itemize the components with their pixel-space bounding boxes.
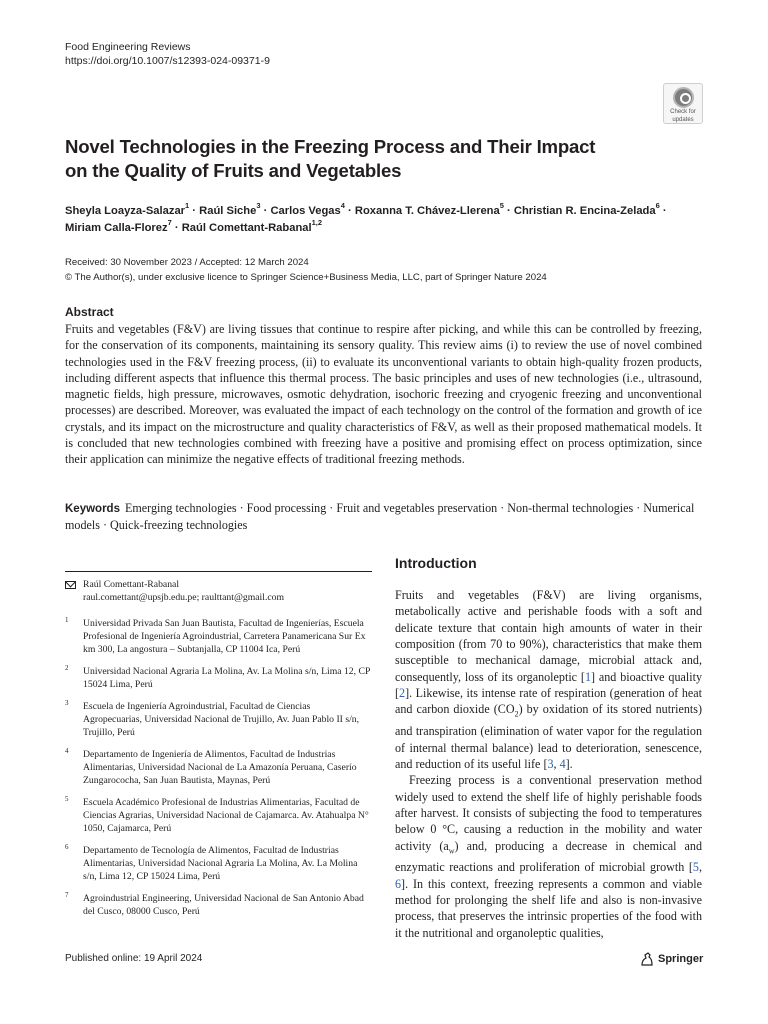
- journal-header: [65, 40, 270, 68]
- check-for-updates-badge[interactable]: [663, 83, 703, 124]
- affiliation: 5 Escuela Académico Profesional de Industrias Alimentarias, Facultad de Ciencias Agrarias, Universidad Nacional de Cajamarca. Av. Atahualpa N° 1050, Cajamarca, Perú: [65, 795, 369, 834]
- received-accepted-dates: Received: 30 November 2023 / Accepted: 12 March 2024: [65, 257, 309, 268]
- envelope-icon: [65, 581, 76, 589]
- abstract-heading: Abstract: [65, 305, 114, 319]
- author[interactable]: Carlos Vegas$^4$: [270, 201, 345, 217]
- author[interactable]: Roxanna T. Chávez-Llerena$^5$: [354, 201, 504, 217]
- badge-label-1: Check for: [670, 109, 696, 115]
- publisher-name: Springer: [658, 953, 704, 965]
- author[interactable]: Raúl Siche$^3$: [199, 201, 261, 217]
- citation-link[interactable]: 6: [395, 876, 402, 891]
- corresponding-author-email[interactable]: raul.comettant@upsjb.edu.pe; raulttant@gmail.com: [83, 592, 285, 603]
- author[interactable]: Christian R. Encina-Zelada$^6$: [513, 201, 660, 217]
- corresponding-author-name: Raúl Comettant-Rabanal: [83, 579, 180, 590]
- article-history: [65, 255, 705, 285]
- check-for-updates-icon: [673, 87, 694, 108]
- citation-link[interactable]: 2: [399, 686, 406, 701]
- paragraph: Fruits and vegetables (F&V) are living organisms, metabolically active and perishable foods with a soft and delicate texture that contain high amounts of water in their composition (from 70 to 90%), characteristics that make them susceptible to mechanical damage, microbial attack and, consequently, loss of its organoleptic [1] and bioactive quality [2]. Likewise, its intense rate of respiration (generation of heat and carbon dioxide $(CO_2)$ by oxidation of its stored nutrients) and transpiration (elimination of water vapor for the regulation of internal thermal balance) lead to deterioration, senescence, and reduction of its useful life [3, 4].: [395, 588, 702, 771]
- title-line-2: on the Quality of Fruits and Vegetables: [65, 160, 402, 181]
- author[interactable]: Raúl Comettant-Rabanal$^{1,2}$: [181, 218, 323, 234]
- affiliation: 6 Departamento de Tecnología de Alimentos, Facultad de Industrias Alimentarias, Universidad Nacional Agraria La Molina, Av. La Molina s/n, Lima 12, CP 15024 Lima, Perú: [65, 843, 358, 882]
- doi-link[interactable]: https://doi.org/10.1007/s12393-024-09371-9: [65, 55, 270, 67]
- keywords-heading: Keywords: [65, 503, 120, 515]
- abstract-text: Fruits and vegetables (F&V) are living tissues that continue to respire after picking, and while this can be controlled by freezing, for the conservation of its components, maintaining its sensory quality. This review aims (i) to review the use of novel combined technologies used in the F&V freezing process, (ii) to evaluate its unconventional variants to obtain high-quality frozen products, including different aspects that influence this thermal process. The basic principles and uses of new technologies (i.e., ultrasound, magnetic fields, high pressure, microwaves, osmotic dehydration, isochoric freezing and cryogenic freezing and unconventional processes) are described. Moreover, was evaluated the impact of each technology on the control of the formation and growth of ice crystals, and its impact on the microstructure and quality characteristics of F&V, as well as their proposed mathematical models. It is concluded that new technologies combined with freezing have a positive and promising effect on process optimization, since their application can minimize the negative effects of traditional freezing methods.: [65, 322, 702, 467]
- citation-link[interactable]: 5: [692, 860, 699, 875]
- corresponding-author: [65, 578, 370, 604]
- author[interactable]: Miriam Calla-Florez$^7$: [65, 218, 172, 234]
- affiliation: 1 Universidad Privada San Juan Bautista, Facultad de Ingenierías, Escuela Profesional de Ingeniería Agroindustrial, Carretera Panamericana Sur Ex km 300, La angostura – Subtanjalla, CP 11004 Ica, Perú: [65, 616, 366, 655]
- paragraph: Freezing process is a conventional preservation method widely used to extend the shelf life of highly perishable foods after harvest. It consists of subjecting the food to temperatures below 0 °C, causing a reduction in the mobility and water activity $(a_w)$ and, producing a decrease in chemical and enzymatic reactions and proliferation of microbial growth [5, 6]. In this context, freezing represents a common and viable method for prolonging the shelf life and also is non-invasive process, that preserves the intrinsic properties of the food with it the nutritional and organoleptic qualities,: [395, 773, 702, 940]
- keywords-text: Emerging technologies · Food processing · Fruit and vegetables preservation · Non-thermal technologies · Numerical models · Quick-freezing technologies: [65, 501, 695, 533]
- badge-label-2: updates: [672, 116, 694, 123]
- title-line-1: Novel Technologies in the Freezing Process and Their Impact: [65, 136, 596, 157]
- springer-logo: [640, 952, 703, 966]
- introduction-body: [395, 587, 702, 941]
- affiliation: 7 Agroindustrial Engineering, Universidad Nacional de San Antonio Abad del Cusco, 08000 Cusco, Perú: [65, 891, 364, 917]
- author-list: Sheyla Loayza-Salazar$^1$ · Raúl Siche$^3$ · Carlos Vegas$^4$ · Roxanna T. Chávez-Llerena$^5$ · Christian R. Encina-Zelada$^6$ · Miriam Calla-Florez$^7$ · Raúl Comettant-Rabanal$^{1,2}$: [65, 201, 667, 234]
- affiliations: [65, 617, 370, 927]
- keywords: [65, 500, 702, 534]
- citation-link[interactable]: 1: [584, 669, 591, 684]
- introduction-heading: Introduction: [395, 555, 477, 571]
- article-title: [65, 135, 665, 183]
- copyright-notice: © The Author(s), under exclusive licence to Springer Science+Business Media, LLC, part of Springer Nature 2024: [65, 272, 547, 283]
- affiliation: 2 Universidad Nacional Agraria La Molina, Av. La Molina s/n, Lima 12, CP 15024 Lima, Perú: [65, 664, 370, 690]
- published-date: Published online: 19 April 2024: [65, 953, 203, 964]
- journal-name: Food Engineering Reviews: [65, 41, 191, 53]
- author[interactable]: Sheyla Loayza-Salazar$^1$: [65, 201, 190, 217]
- affiliation: 4 Departamento de Ingeniería de Alimentos, Facultad de Industrias Alimentarias, Universidad Nacional de La Amazonía Peruana, Caserío Zungarococha, San Juan Bautista, Maynas, Perú: [65, 747, 357, 786]
- citation-link[interactable]: 4: [559, 756, 566, 771]
- affiliation: 3 Escuela de Ingeniería Agroindustrial, Facultad de Ciencias Agropecuarias, Universidad Nacional de Trujillo, Av. Juan Pablo II s/n, Trujillo, Perú: [65, 699, 360, 738]
- citation-link[interactable]: 3: [547, 756, 554, 771]
- column-divider: [65, 571, 372, 572]
- springer-horse-icon: [640, 952, 654, 966]
